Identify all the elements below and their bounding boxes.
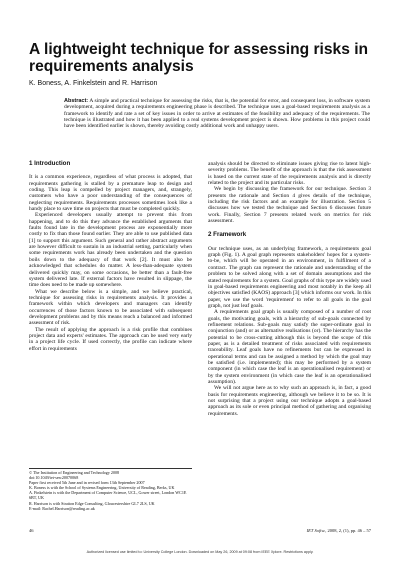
footnote-rule	[29, 468, 192, 469]
right-column	[208, 161, 371, 417]
paper-title: A lightweight technique for assessing risks in requirements analysis	[29, 41, 369, 75]
download-notice: Authorized licensed use limited to: University College London. Downloaded on May 26, 2009 at 09:08 from IEEE Xplore. Restrictions apply.	[86, 550, 314, 554]
body-paragraph: Experienced developers usually attempt to prevent this from happening, and to do this they advance the established arguments that faults found late in the development process are exponentially more costly to fix than those found earlier. They are able to use published data [1] to support this argument. Such general and rather abstract arguments are however difficult to sustain in an industrial setting, particularly when some requirements work has already been undertaken and the question boils down to the adequacy of that work [2]. It must also be acknowledged that schedules do matter. A less-than-adequate system delivered quickly may, on some occasions, be better than a fault-free system delivered late. If external factors have resulted in slippage, the time does need to be made up somewhere.	[29, 212, 192, 289]
section-heading-framework: 2 Framework	[208, 231, 247, 239]
body-paragraph: The result of applying the approach is a risk profile that combines project data and experts' estimates. The approach can be used very early in a project life cycle. If used correctly, the profile can indicate where effort in requirements	[29, 326, 192, 352]
abstract-label: Abstract:	[64, 98, 89, 104]
footnote: E-mail: Rachel.Harrison@reading.ac.uk	[29, 505, 95, 511]
page-number: 46	[29, 528, 34, 533]
author-list: K. Boness, A. Finkelstein and R. Harrison	[29, 80, 158, 87]
footnote: Paper first received 5th June and in revised form 13th September 2007	[29, 480, 145, 486]
footnotes	[29, 470, 192, 511]
abstract	[64, 98, 370, 130]
section-heading-introduction: 1 Introduction	[29, 160, 71, 167]
body-paragraph: What we describe below is a simple, and we believe practical, technique for assessing risks in requirements analysis. It provides a framework within which developers and managers can identify occurrences of those factors known to be associated with subsequent development problems and by this means reach a balanced and informed assessment of risk.	[29, 288, 192, 327]
body-paragraph: It is a common experience, regardless of what process is adopted, that requirements gathering is stalled by a premature leap to design and coding. This leap is compelled by project managers, and, strangely, customers who have a poor understanding of the consequences of neglecting requirements. Requirements processes sometimes look like a handy place to save time on projects that must be completed quickly.	[29, 174, 192, 213]
footnote: A. Finkelstein is with the Department of Computer Science, UCL, Gower street, London WC1E 6BT, UK	[29, 490, 187, 501]
abstract-text: A simple and practical technique for assessing the risks, that is, the potential for error, and consequent loss, in software system development, acquired during a requirements engineering phase is described. The technique uses a goal-based requirements analysis as a framework to identify and rate a set of key issues in order to arrive at estimates of the feasibility and adequacy of the requirements. The technique is illustrated and how it has been applied to a real systems development project is shown. How problems in this project could have been identified earlier is shown, thereby avoiding costly additional work and unhappy users.	[64, 98, 370, 130]
journal-details: , 2008, 2, (1), pp. 46 – 57	[325, 528, 371, 533]
footnote: © The Institution of Engineering and Technology 2008	[29, 470, 120, 475]
body-paragraph: Our technique uses, as an underlying framework, a requirements goal graph (Fig. 1). A goal graph represents stakeholders' hopes for a system-to-be, which will be operated in an environment, in fulfilment of a contract. The graph can represent the rationale and understanding of the problem to be solved along with a set of domain assumptions and the stated requirements for a system. Goal graphs of this type are widely used in goal-based requirements engineering and most notably in the keep all objectives satisfied (KAOS) approach [3] which informs our work. In this paper, we use the word 'requirement' to refer to all goals in the goal graph, not just leaf goals.	[208, 245, 371, 309]
journal-name: IET Softw.	[306, 528, 326, 533]
body-paragraph: We begin by discussing the framework for our technique. Section 3 presents the rationale and Section 4 gives details of the technique, including the risk factors and an example for illustration. Section 5 discusses how we tested the technique and Section 6 discusses future work. Finally, Section 7 presents related work on metrics for risk assessment.	[208, 186, 371, 225]
body-paragraph: A requirements goal graph is usually composed of a number of root goals, the motivating goals, with a hierarchy of sub-goals connected by refinement relations. Sub-goals may satisfy the super-ordinate goal in conjunction (and) or as alternative realisations (or). The hierarchy has the potential to be cross-cutting although this is beyond the scope of this paper, as is a detailed treatment of risks associated with requirements traceability. Leaf goals have no refinements but can be expressed in operational terms and can be assigned a method by which the goal may be satisfied (i.e. implemented); this may be performed by a system component (in which case the leaf is an operationalised requirement) or by the system environment (in which case the leaf is an operationalised assumption).	[208, 309, 371, 385]
body-paragraph: analysis should be directed to eliminate issues giving rise to latent high-severity problems. The benefit of the approach is that the risk assessment is based on the current state of the requirements analysis and is directly related to the project and its particular risks.	[208, 161, 371, 187]
left-column	[29, 161, 192, 352]
footnote: R. Harrison is with Stratton Edge Consulting, Gloucestershire GL7 2LS, UK	[29, 500, 155, 506]
footnote: doi:10.1049/iet-sen:20070068	[29, 475, 79, 481]
body-paragraph: We will not argue here as to why such an approach is, in fact, a good basis for requirements engineering, although we believe it to be so. It is not surprising that a project using our technique adopts a goal-based approach as its sole or even principal method of gathering and organising requirements.	[208, 385, 371, 417]
journal-reference	[307, 528, 371, 533]
footnote: K. Boness is with the School of Systems Engineering, University of Reading, Berks, UK	[29, 485, 175, 491]
